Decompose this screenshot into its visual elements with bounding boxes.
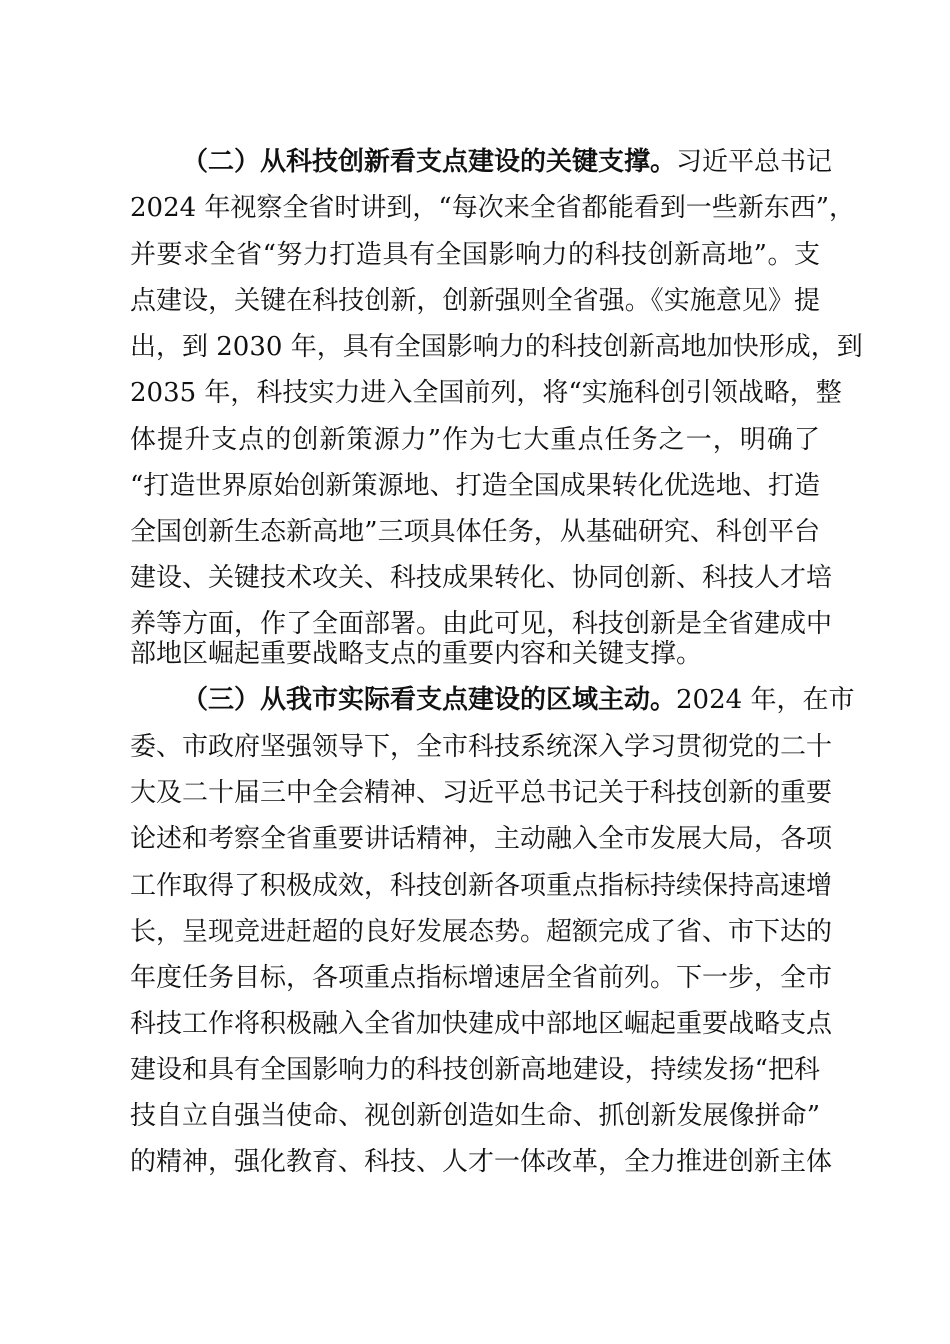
paragraph-line: 2024 年视察全省时讲到，“每次来全省都能看到一些新东西”，	[130, 193, 856, 223]
paragraph-1-line-1	[182, 142, 833, 182]
paragraph-line: 体提升支点的创新策源力”作为七大重点任务之一，明确了	[130, 425, 820, 455]
paragraph-line: 的精神，强化教育、科技、人才一体改革，全力推进创新主体	[130, 1147, 833, 1177]
paragraph-line: 出，到 2030 年，具有全国影响力的科技创新高地加快形成，到	[130, 332, 863, 362]
paragraph-1-text: 习近平总书记	[676, 147, 833, 177]
paragraph-line: 建设、关键技术攻关、科技成果转化、协同创新、科技人才培	[130, 563, 833, 593]
paragraph-line: 全国创新生态新高地”三项具体任务，从基础研究、科创平台	[130, 517, 820, 547]
paragraph-line: 大及二十届三中全会精神、习近平总书记关于科技创新的重要	[130, 778, 833, 808]
paragraph-2-text: 2024 年，在市	[676, 685, 855, 715]
paragraph-line: 技自立自强当使命、视创新创造如生命、抓创新发展像拼命”	[130, 1101, 820, 1131]
paragraph-line: 并要求全省“努力打造具有全国影响力的科技创新高地”。支	[130, 240, 820, 270]
paragraph-2-line-1	[182, 680, 855, 720]
paragraph-2-heading: （三）从我市实际看支点建设的区域主动。	[182, 685, 677, 715]
paragraph-line: 2035 年，科技实力进入全国前列，将“实施科创引领战略，整	[130, 378, 842, 408]
paragraph-line: 部地区崛起重要战略支点的重要内容和关键支撑。	[130, 639, 703, 669]
paragraph-line: 建设和具有全国影响力的科技创新高地建设，持续发扬“把科	[130, 1055, 820, 1085]
paragraph-line: 点建设，关键在科技创新，创新强则全省强。《实施意见》提	[130, 286, 820, 316]
paragraph-line: 长，呈现竞进赶超的良好发展态势。超额完成了省、市下达的	[130, 917, 833, 947]
paragraph-1-heading: （二）从科技创新看支点建设的关键支撑。	[182, 147, 677, 177]
paragraph-line: 工作取得了积极成效，科技创新各项重点指标持续保持高速增	[130, 871, 833, 901]
paragraph-line: 委、市政府坚强领导下，全市科技系统深入学习贯彻党的二十	[130, 732, 833, 762]
paragraph-line: 论述和考察全省重要讲话精神，主动融入全市发展大局，各项	[130, 824, 833, 854]
paragraph-line: 养等方面，作了全面部署。由此可见，科技创新是全省建成中	[130, 609, 833, 639]
paragraph-line: 科技工作将积极融入全省加快建成中部地区崛起重要战略支点	[130, 1009, 833, 1039]
paragraph-line: 年度任务目标，各项重点指标增速居全省前列。下一步，全市	[130, 963, 833, 993]
paragraph-line: “打造世界原始创新策源地、打造全国成果转化优选地、打造	[130, 471, 820, 501]
